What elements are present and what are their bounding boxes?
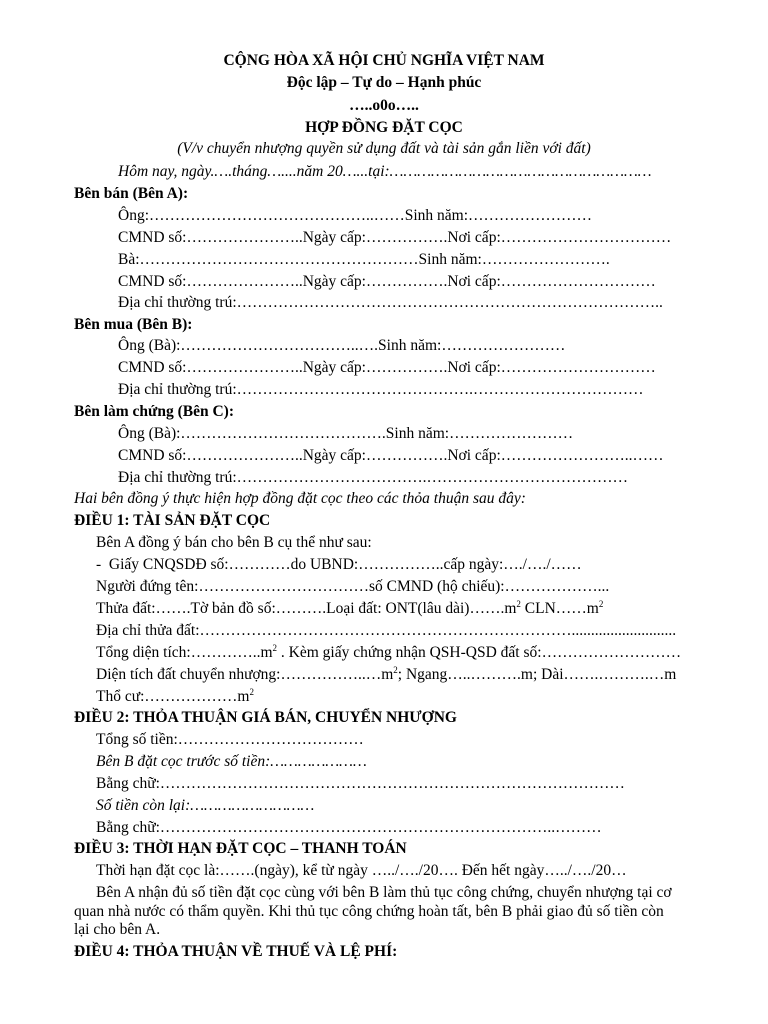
article-4-heading: ĐIỀU 4: THỎA THUẬN VỀ THUẾ VÀ LỆ PHÍ: [74,943,398,960]
article-1-line: Người đứng tên:……………………………số CMND (hộ chiếu):………………... [96,578,610,595]
article-2-line: Bằng chữ:…………………………………………………………………..……… [96,819,602,836]
nation-header: CỘNG HÒA XÃ HỘI CHỦ NGHĨA VIỆT NAM [223,52,545,69]
party-b-heading: Bên mua (Bên B): [74,316,193,333]
party-c-line: Ông (Bà):………………………………….Sinh năm:…………………… [118,425,574,442]
superscript: 2 [249,687,254,697]
motto: Độc lập – Tự do – Hạnh phúc [286,74,482,91]
article-1-heading: ĐIỀU 1: TÀI SẢN ĐẶT CỌC [74,512,271,529]
dimensions-text: ; Ngang…..……….m; Dài…….……….…m [397,666,677,683]
party-b-line: Ông (Bà):……………………………..….Sinh năm:…………………… [118,337,566,354]
party-a-line: CMND số:…………………..Ngày cấp:…………….Nơi cấp:…………………………… [118,229,672,246]
party-a-line: Ông:……………………………………..……Sinh năm:…………………… [118,207,593,224]
parcel-line [96,599,603,618]
total-area-line [96,643,681,662]
transfer-area-text: Diện tích đất chuyển nhượng:……………..…m [96,666,394,683]
document-subtitle: (V/v chuyển nhượng quyền sử dụng đất và tài sản gắn liền với đất) [177,140,591,157]
article-3-line: Bên A nhận đủ số tiền đặt cọc cùng với bên B làm thủ tục công chứng, chuyển nhượng tại cơ [96,884,672,901]
total-area-text: Tổng diện tích:…………..m [96,644,273,661]
transfer-area-line [96,665,676,684]
parcel-text: Thửa đất:…….Tờ bản đồ số:……….Loại đất: ONT(lâu dài)…….m [96,600,517,617]
party-c-line: CMND số:…………………..Ngày cấp:…………….Nơi cấp:……………………..…… [118,447,664,464]
party-b-line: Địa chỉ thường trú:……………………………………….…………………………… [118,381,644,398]
article-3-line: lại cho bên A. [74,921,161,938]
article-2-line: Số tiền còn lại:……………………… [96,797,315,814]
parcel-text-cln: CLN……m [520,600,599,617]
article-1-line: Bên A đồng ý bán cho bên B cụ thể như sau: [96,534,372,551]
superscript: 2 [598,599,604,609]
residential-text: Thổ cư:………………m [96,688,250,705]
document-title: HỢP ĐỒNG ĐẶT CỌC [305,119,463,136]
article-1-line: - Giấy CNQSDĐ số:…………do UBND:……………..cấp ngày:…./…./…… [96,556,582,573]
superscript: 2 [393,665,398,675]
article-2-line: Bằng chữ:……………………………………………………………………………… [96,775,625,792]
article-2-heading: ĐIỀU 2: THỎA THUẬN GIÁ BÁN, CHUYỂN NHƯỢNG [74,709,457,726]
date-line: Hôm nay, ngày.….tháng…....năm 20…...tại:………………………………………………… [118,163,652,180]
article-1-line: Địa chỉ thửa đất:………………………………………………………………........................... [96,622,677,639]
party-a-line: Địa chỉ thường trú:……………………………………………………………………….. [118,294,663,311]
party-a-line: CMND số:…………………..Ngày cấp:…………….Nơi cấp:………………………… [118,273,656,290]
party-c-line: Địa chỉ thường trú:……………………………….………………………………… [118,469,628,486]
article-2-line: Bên B đặt cọc trước số tiền:………………… [96,753,367,770]
separator: …..o0o….. [349,97,419,114]
agreement-intro: Hai bên đồng ý thực hiện hợp đồng đặt cọc theo các thỏa thuận sau đây: [74,490,526,507]
article-3-line: Thời hạn đặt cọc là:…….(ngày), kể từ ngày …../…./20…. Đến hết ngày…../…./20… [96,862,627,879]
article-2-line: Tổng số tiền:……………………………… [96,731,364,748]
certificate-text: . Kèm giấy chứng nhận QSH-QSD đất số:……………………… [277,644,682,661]
party-c-heading: Bên làm chứng (Bên C): [74,403,234,420]
residential-line [96,687,254,706]
article-3-heading: ĐIỀU 3: THỜI HẠN ĐẶT CỌC – THANH TOÁN [74,840,407,857]
article-3-line: quan nhà nước có thẩm quyền. Khi thủ tục công chứng hoàn tất, bên B phải giao đủ số tiền còn [74,903,664,920]
party-a-heading: Bên bán (Bên A): [74,185,189,202]
party-b-line: CMND số:…………………..Ngày cấp:…………….Nơi cấp:………………………… [118,359,656,376]
superscript: 2 [516,599,521,609]
party-a-line: Bà:………………………………………………Sinh năm:……………………. [118,251,610,268]
superscript: 2 [272,643,278,653]
